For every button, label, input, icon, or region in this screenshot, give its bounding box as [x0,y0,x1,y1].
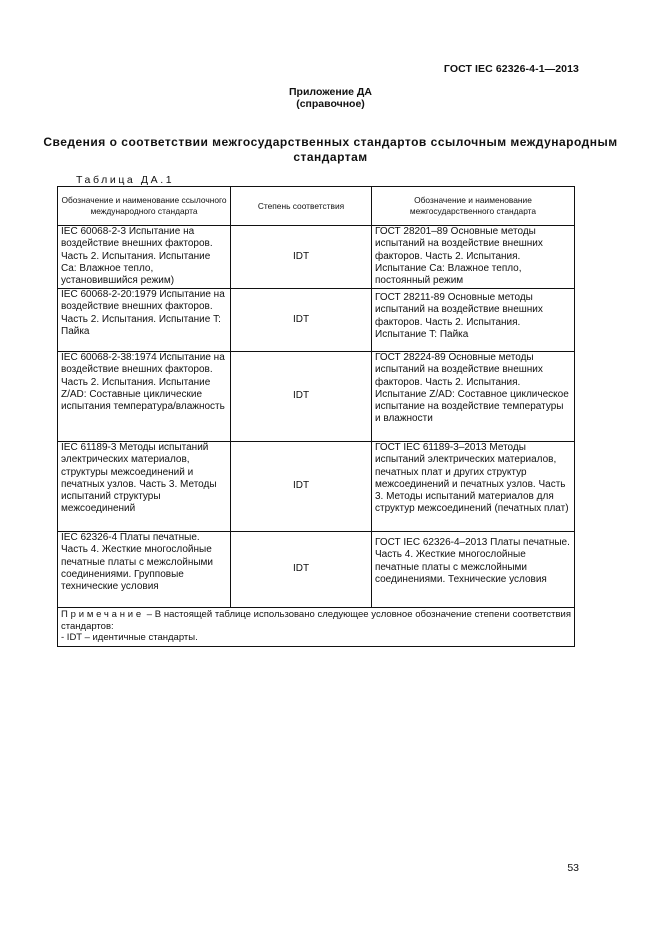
document-title: Сведения о соответствии межгосударственных стандартов ссылочным международным стандартам [43,135,618,164]
note-text: – В настоящей таблице использовано следующее условное обозначение степени соответствия стандартов: [61,609,571,632]
table-caption: Таблица ДА.1 [76,174,175,186]
table-header-row [58,187,575,226]
cell-interstate: ГОСТ 28201–89 Основные методы испытаний на воздействие внешних факторов. Часть 2. Испытания. Испытание Ca: Влажное тепло, постоянный режим [372,226,575,289]
cell-interstate: ГОСТ IEC 62326-4–2013 Платы печатные. Часть 4. Жесткие многослойные печатные платы с межслойными соединениями. Технические условия [372,532,575,608]
cell-interstate: ГОСТ 28224-89 Основные методы испытаний на воздействие внешних факторов. Часть 2. Испытания. Испытание Z/AD: Составное циклическое испытание на воздействие температуры и влажности [372,352,575,442]
annex-title: Приложение ДА [289,86,372,98]
cell-international: IEC 60068-2-38:1974 Испытание на воздействие внешних факторов. Часть 2. Испытания. Испытание Z/AD: Составные циклические испытания температура/влажность [58,352,231,442]
standard-id: ГОСТ IEC 62326-4-1—2013 [443,63,579,75]
cell-international: IEC 61189-3 Методы испытаний электрических материалов, структуры межсоединений и печатных узлов. Часть 3. Методы испытаний структуры межсоединений [58,442,231,532]
table-row [58,226,575,289]
correspondence-table [57,186,575,647]
cell-interstate: ГОСТ IEC 61189-3–2013 Методы испытаний электрических материалов, печатных плат и других структур межсоединений и печатных узлов. Часть 3. Методы испытаний материалов для структур межсоединений (печатных плат) [372,442,575,532]
header-interstate-standard: Обозначение и наименование межгосударственного стандарта [372,187,575,226]
table-note [58,608,575,647]
annex-subtitle: (справочное) [296,98,365,110]
annex-heading [0,86,661,110]
table-row [58,532,575,608]
page-number: 53 [567,862,579,874]
cell-international: IEC 60068-2-20:1979 Испытание на воздействие внешних факторов. Часть 2. Испытания. Испытание T: Пайка [58,289,231,352]
cell-degree: IDT [231,532,372,608]
header-degree: Степень соответствия [231,187,372,226]
table-row [58,289,575,352]
cell-interstate: ГОСТ 28211-89 Основные методы испытаний на воздействие внешних факторов. Часть 2. Испытания. Испытание T: Пайка [372,289,575,352]
table-row [58,442,575,532]
table-row [58,352,575,442]
cell-degree: IDT [231,289,372,352]
cell-international: IEC 62326-4 Платы печатные. Часть 4. Жесткие многослойные печатные платы с межслойными соединениями. Групповые технические условия [58,532,231,608]
header-international-standard: Обозначение и наименование ссылочного международного стандарта [58,187,231,226]
table-note-row [58,608,575,647]
cell-degree: IDT [231,442,372,532]
cell-degree: IDT [231,352,372,442]
cell-international: IEC 60068-2-3 Испытание на воздействие внешних факторов. Часть 2. Испытания. Испытание Ca: Влажное тепло, установившийся режим) [58,226,231,289]
note-item: - IDT – идентичные стандарты. [61,632,198,643]
cell-degree: IDT [231,226,372,289]
note-label: Примечание [61,609,144,620]
